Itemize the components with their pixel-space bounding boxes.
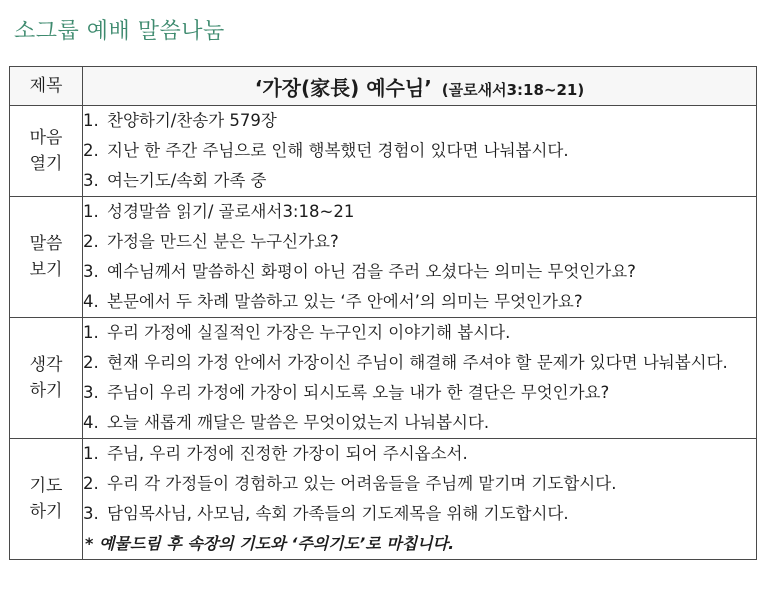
section-label [10,197,83,318]
section-content [83,197,757,318]
section-row-scripture [10,197,757,318]
scripture-reference: (골로새서3:18~21) [441,80,585,99]
item-number: 4. [83,413,99,432]
item-text: 성경말씀 읽기/ 골로새서3:18~21 [107,202,355,221]
section-label-line: 생각 [29,355,63,375]
section-label-line: 보기 [29,260,63,280]
list-item [83,136,756,166]
item-text: 지난 한 주간 주님으로 인해 행복했던 경험이 있다면 나눠봅시다. [107,141,569,160]
item-text: 우리 각 가정들이 경험하고 있는 어려움들을 주님께 맡기며 기도합시다. [107,474,617,493]
list-item [83,197,756,227]
list-item [83,439,756,469]
item-text: 가정을 만드신 분은 누구신가요? [107,232,339,251]
list-item [83,378,756,408]
item-number: 3. [83,262,99,281]
item-text: 담임목사님, 사모님, 속회 가족들의 기도제목을 위해 기도합시다. [107,504,569,523]
item-text: 주님, 우리 가정에 진정한 가장이 되어 주시옵소서. [107,444,468,463]
item-number: 1. [83,323,99,342]
list-item [83,499,756,529]
sermon-title: ‘가장(家長) 예수님’ [254,75,432,100]
item-text: 주님이 우리 가정에 가장이 되시도록 오늘 내가 한 결단은 무엇인가요? [107,383,610,402]
item-number: 3. [83,383,99,402]
list-item [83,106,756,136]
item-number: 1. [83,444,99,463]
list-item [83,408,756,438]
section-content [83,439,757,560]
section-label [10,106,83,197]
section-label-line: 기도 [29,476,63,496]
item-number: 2. [83,141,99,160]
item-number: 3. [83,171,99,190]
item-number: 1. [83,111,99,130]
item-text: 우리 가정에 실질적인 가장은 누구인지 이야기해 봅시다. [107,323,511,342]
item-text: 현재 우리의 가정 안에서 가장이신 주님이 해결해 주셔야 할 문제가 있다면 나눠봅시다. [107,353,728,372]
closing-note: * 예물드림 후 속장의 기도와 ‘주의기도’로 마칩니다. [85,534,455,553]
list-item [83,287,756,317]
section-label-line: 하기 [29,381,63,401]
section-label-line: 마음 [29,128,63,148]
section-content [83,318,757,439]
item-number: 2. [83,353,99,372]
item-text: 예수님께서 말씀하신 화평이 아닌 검을 주러 오셨다는 의미는 무엇인가요? [107,262,636,281]
list-item [83,469,756,499]
item-number: 1. [83,202,99,221]
list-item [83,318,756,348]
section-row-prayer [10,439,757,560]
item-number: 2. [83,232,99,251]
section-row-reflection [10,318,757,439]
section-label-line: 말씀 [29,234,63,254]
list-item [83,257,756,287]
section-label-line: 하기 [29,502,63,522]
section-label-line: 열기 [29,154,63,174]
item-text: 여는기도/속회 가족 중 [107,171,267,190]
list-item [83,348,756,378]
list-item [83,166,756,196]
discussion-table [9,66,757,560]
item-number: 4. [83,292,99,311]
section-content [83,106,757,197]
item-number: 2. [83,474,99,493]
section-row-open-heart [10,106,757,197]
item-text: 찬양하기/찬송가 579장 [107,111,277,130]
item-text: 오늘 새롭게 깨달은 말씀은 무엇이었는지 나눠봅시다. [107,413,490,432]
item-text: 본문에서 두 차례 말씀하고 있는 ‘주 안에서’의 의미는 무엇인가요? [107,292,583,311]
list-item [83,227,756,257]
section-label [10,318,83,439]
page-title: 소그룹 예배 말씀나눔 [14,19,225,44]
sermon-title-cell [83,67,757,106]
item-number: 3. [83,504,99,523]
header-label: 제목 [10,67,83,106]
section-label [10,439,83,560]
header-row [10,67,757,106]
